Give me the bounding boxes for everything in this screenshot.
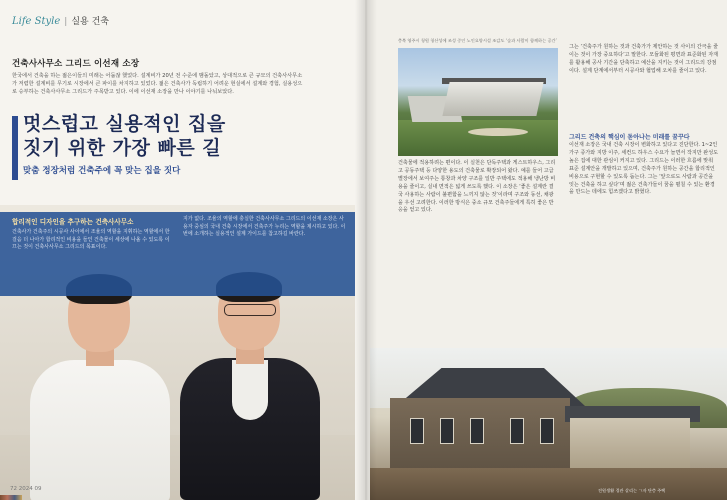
info-panel-right — [183, 216, 347, 239]
person-right — [180, 276, 320, 500]
glasses — [224, 304, 276, 316]
bookshelf — [0, 495, 22, 500]
person-left — [30, 278, 170, 500]
body-column-2-bottom: 이선재 소장은 국내 건축 시장이 변화하고 있다고 진단한다. 1~2인 가구 증가와 지방 이주, 세컨드 하우스 수요가 늘면서 작지만 완성도 높은 집에 대한 관심이 커지고 있다. 그리드는 이러한 흐름에 맞춰 표준 설계안을 개발하고 있으며, 건축주가 원하는 공간을 합리적인 비용으로 구현할 수 있도록 돕는다. 그는 ‘앞으로도 사람과 공간을 잇는 건축을 하고 싶다’며 젊은 건축가들이 꿈을 펼칠 수 있는 환경을 만드는 데에도 힘쓰겠다고 밝혔다. — [569, 142, 719, 196]
info-panel-text-left: 건축사가 건축주의 시공사 사이에서 조율의 역할을 지휘하는 역할에서 한 걸음 더 나아가 합리적인 비용을 들인 건축물이 세상에 나올 수 있도록 이끄는 것이 건축사사무소 그리드의 목표이다. — [12, 229, 170, 251]
rendering-caption: 충북 영주시 청원 청산성에 조성 중인 노인요양시설 조감도 ‘숲과 사람이 함께하는 공간’ — [398, 38, 557, 43]
headline-line-1: 멋스럽고 실용적인 집을 — [23, 113, 226, 135]
ground — [370, 468, 727, 500]
body-subheading: 그리드 건축의 핵심이 돋아나는 미래를 꿈꾸다 — [569, 134, 690, 141]
architectural-rendering — [398, 48, 558, 156]
info-panel-left — [12, 216, 172, 252]
article-subheadline: 맞춤 정장처럼 건축주에 꼭 맞는 집을 짓다 — [23, 166, 181, 176]
section-header — [12, 14, 109, 27]
body-column-1: 건축물에 적용하려는 편이다. 이 실천은 단독주택과 게스트하우스, 그리고 공동주택 등 다양한 용도의 건축물로 확장되어 왔다. 예를 들어 고급 별장에서 보여주는 통창과 차양 구조를 일반 주택에도 적용해 냉난방 비용을 줄이고, 실내 면적은 넓게 쓰도록 했다. 이 소장은 ‘좋은 설계란 결국 사용하는 사람이 불편함을 느끼지 않는 것’이라며 구조와 동선, 채광을 우선 고려한다. 이러한 방식은 중소 규모 건축주들에게 특히 좋은 반응을 얻고 있다. — [398, 160, 556, 214]
spine-gutter — [355, 0, 377, 500]
headline-accent-bar — [12, 116, 18, 180]
headline-line-2: 짓기 위한 가장 빠른 길 — [23, 137, 222, 159]
article-intro: 한국에서 건축을 하는 젊은이들의 미래는 어둡잖 했었다. 설계비가 20년 전 수준에 맴돌았고, 상대적으로 큰 규모의 건축사사무소가 저렴한 설계비를 무기로 시장에서 큰 파이를 차지하고 있었다. 젊은 건축사가 독립하기 어려운 현실에서 설계와 경험, 실용성으로 승부하는 건축사사무소 그리드가 주목받고 있다. 이에 이선재 소장을 만나 이야기를 나눠보았다. — [12, 73, 303, 95]
body-column-2-top: 그는 ‘건축주가 원하는 것과 건축가가 제안하는 것 사이의 간극을 줄이는 것이 가장 중요하다’고 말한다. 모듈화된 평면과 표준화된 자재를 활용해 공사 기간을 단축하고 예산을 지키는 것이 그리드의 강점이다. 설계 단계에서부터 시공사와 협업해 오차를 줄이고 있다. — [569, 44, 719, 74]
section-label-kr: 실용 건축 — [71, 17, 109, 27]
section-divider: | — [64, 17, 68, 27]
article-kicker: 건축사사무소 그리드 이선재 소장 — [12, 59, 140, 69]
info-panel-title: 합리적인 디자인을 추구하는 건축사사무소 — [12, 218, 134, 226]
section-label-en: Life Style — [12, 16, 61, 27]
house-photo-caption: 전원생활 경관 살리는 ㄱ자 단층 주택 — [598, 488, 666, 493]
info-panel-text-right: 지가 없다. 조율의 역할에 충실한 건축사사무소 그리드의 이선재 소장은 사용자 중심의 국내 건축 시장에서 건축주가 누리는 역할을 제시하고 있다. 이번에 소개하는 실용적인 설계 가이드를 참고하길 바란다. — [183, 216, 346, 238]
article-headline — [23, 112, 353, 160]
house-photo — [370, 348, 727, 500]
page-folio: 72 2024 09 — [10, 486, 42, 492]
